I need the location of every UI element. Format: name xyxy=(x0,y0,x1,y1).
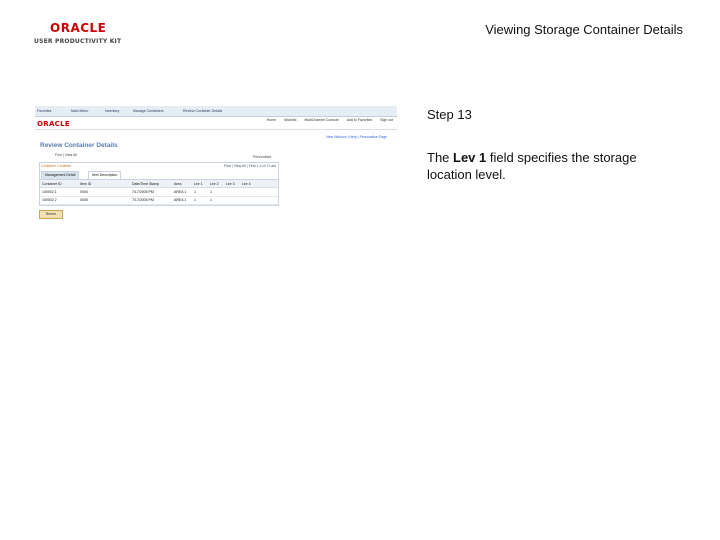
utility-links: New Window | Help | Personalize Page xyxy=(326,135,387,139)
grid-navigation: Find | View All | First 1-2 of 2 Last xyxy=(224,164,276,168)
nav-main-menu: Main Menu xyxy=(71,109,89,113)
table-cell: 0004 xyxy=(80,190,88,194)
grid-title: Container Contents xyxy=(41,164,72,168)
app-menu-bar xyxy=(260,118,393,122)
table-cell: 0005 xyxy=(80,198,88,202)
column-header-lev-1: Lev 1 xyxy=(194,181,203,186)
nav-manage-containers: Manage Containers xyxy=(133,109,164,113)
nav-review-container-details: Review Container Details xyxy=(183,109,223,113)
personalize-link: Personalize xyxy=(253,155,272,159)
tab-item-description: Item Description xyxy=(88,171,121,180)
table-cell: 1 xyxy=(210,190,212,194)
table-row xyxy=(40,196,278,205)
column-header: Date/Time Stamp xyxy=(132,181,160,186)
oracle-upk-logo xyxy=(34,22,126,48)
table-cell: 7/17/2005 PM xyxy=(132,190,154,194)
step-label: Step 13 xyxy=(427,107,472,122)
table-cell: 100002 1 xyxy=(42,190,57,194)
description-prefix: The xyxy=(427,150,454,165)
column-header: Container ID xyxy=(42,181,62,186)
description-field-name: Lev 1 xyxy=(453,150,487,165)
menu-home: Home xyxy=(266,118,277,122)
column-header: Lev 4 xyxy=(242,181,251,186)
tab-management-detail: Management Detail xyxy=(41,171,79,180)
column-header: Lev 2 xyxy=(210,181,219,186)
screen-heading: Review Container Details xyxy=(40,142,118,149)
table-cell: 1 xyxy=(210,198,212,202)
grid-header-row xyxy=(40,180,278,188)
step-description xyxy=(427,149,677,183)
grid-tabs xyxy=(40,171,278,180)
logo-wordmark: ORACLE xyxy=(50,21,107,35)
menu-sign-out: Sign out xyxy=(380,118,393,122)
container-contents-grid xyxy=(39,162,279,206)
table-cell: AREA 1 xyxy=(174,198,187,202)
menu-worklist: Worklist xyxy=(284,118,297,122)
nav-inventory: Inventory xyxy=(105,109,120,113)
table-cell: 1 xyxy=(194,190,196,194)
table-cell: AREA 1 xyxy=(174,190,187,194)
table-cell: 100002 2 xyxy=(42,198,57,202)
page-title: Viewing Storage Container Details xyxy=(485,22,683,37)
table-cell: 7/17/2005 PM xyxy=(132,198,154,202)
breadcrumb xyxy=(35,106,397,117)
menu-multichannel: MultiChannel Console xyxy=(304,118,339,122)
logo-subtitle: USER PRODUCTIVITY KIT xyxy=(34,38,122,45)
column-header: Area xyxy=(174,181,182,186)
app-logo: ORACLE xyxy=(37,120,70,128)
nav-favorites: Favorites xyxy=(37,109,52,113)
column-header: Lev 3 xyxy=(226,181,235,186)
find-links: Find | View All xyxy=(55,153,77,157)
column-header: Item ID xyxy=(80,181,92,186)
menu-add-favorites: Add to Favorites xyxy=(346,118,373,122)
table-cell: 1 xyxy=(194,198,196,202)
description-suffix: field specifies the storage location level. xyxy=(427,150,637,182)
return-button: Return xyxy=(39,210,63,219)
application-screenshot xyxy=(35,106,397,224)
app-header xyxy=(35,117,397,130)
